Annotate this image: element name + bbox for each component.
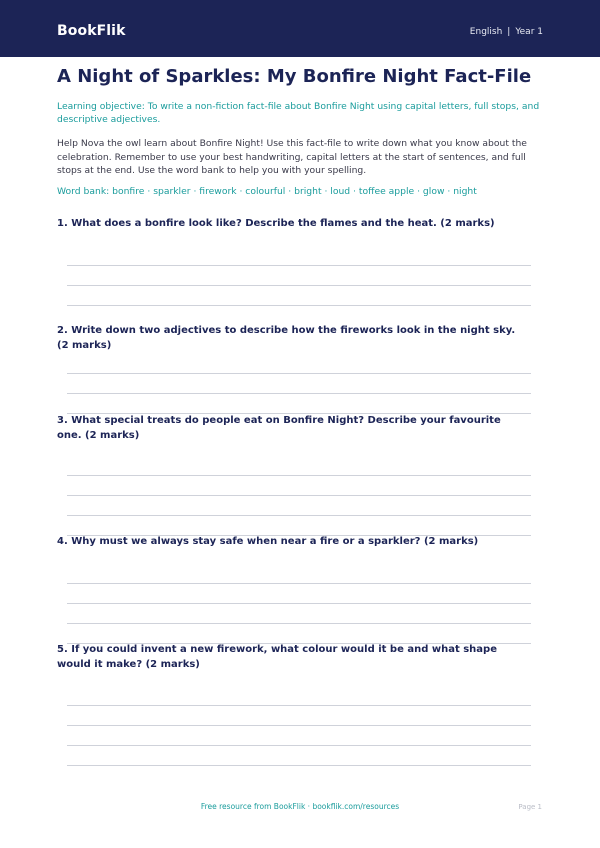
- answer-line[interactable]: [67, 265, 531, 266]
- answer-line[interactable]: [67, 725, 531, 726]
- question-3: 3. What special treats do people eat on Bonfire Night? Describe your favourite one. (2 marks): [57, 415, 501, 441]
- subject-year: [470, 27, 543, 37]
- answer-line[interactable]: [67, 305, 531, 306]
- answer-line[interactable]: [67, 285, 531, 286]
- brand-logo: BookFlik: [57, 23, 126, 39]
- answer-line[interactable]: [67, 603, 531, 604]
- answer-line[interactable]: [67, 373, 531, 374]
- page-number: Page 1: [518, 803, 542, 811]
- question-4: 4. Why must we always stay safe when near a fire or a sparkler? (2 marks): [57, 536, 479, 547]
- meta-separator: |: [507, 27, 511, 37]
- answer-line[interactable]: [67, 515, 531, 516]
- answer-line[interactable]: [67, 495, 531, 496]
- page-title: A Night of Sparkles: My Bonfire Night Fact-File: [57, 66, 532, 87]
- question-5: 5. If you could invent a new firework, what colour would it be and what shape would it make? (2 marks): [57, 644, 497, 670]
- learning-objective: Learning objective: To write a non-fiction fact-file about Bonfire Night using capital letters, full stops, and descriptive adjectives.: [57, 101, 540, 126]
- page-header: [0, 0, 600, 57]
- question-2: 2. Write down two adjectives to describe how the fireworks look in the night sky. (2 marks): [57, 325, 516, 351]
- answer-line[interactable]: [67, 623, 531, 624]
- word-bank: Word bank: bonfire · sparkler · firework · colourful · bright · loud · toffee apple · glow · night: [57, 186, 477, 197]
- answer-line[interactable]: [67, 393, 531, 394]
- intro-text: Help Nova the owl learn about Bonfire Night! Use this fact-file to write down what you know about the celebration. Remember to use your best handwriting, capital letters at the start of sentences, and full stops at the end. Use the word bank to help you with your spelling.: [57, 138, 527, 176]
- answer-line[interactable]: [67, 475, 531, 476]
- question-1: 1. What does a bonfire look like? Describe the flames and the heat. (2 marks): [57, 218, 495, 229]
- answer-line[interactable]: [67, 765, 531, 766]
- answer-line[interactable]: [67, 705, 531, 706]
- subject-label: English: [469, 27, 503, 37]
- answer-line[interactable]: [67, 583, 531, 584]
- answer-line[interactable]: [67, 745, 531, 746]
- year-label: Year 1: [515, 27, 543, 37]
- footer-credit[interactable]: Free resource from BookFlik · bookflik.com/resources: [200, 802, 400, 811]
